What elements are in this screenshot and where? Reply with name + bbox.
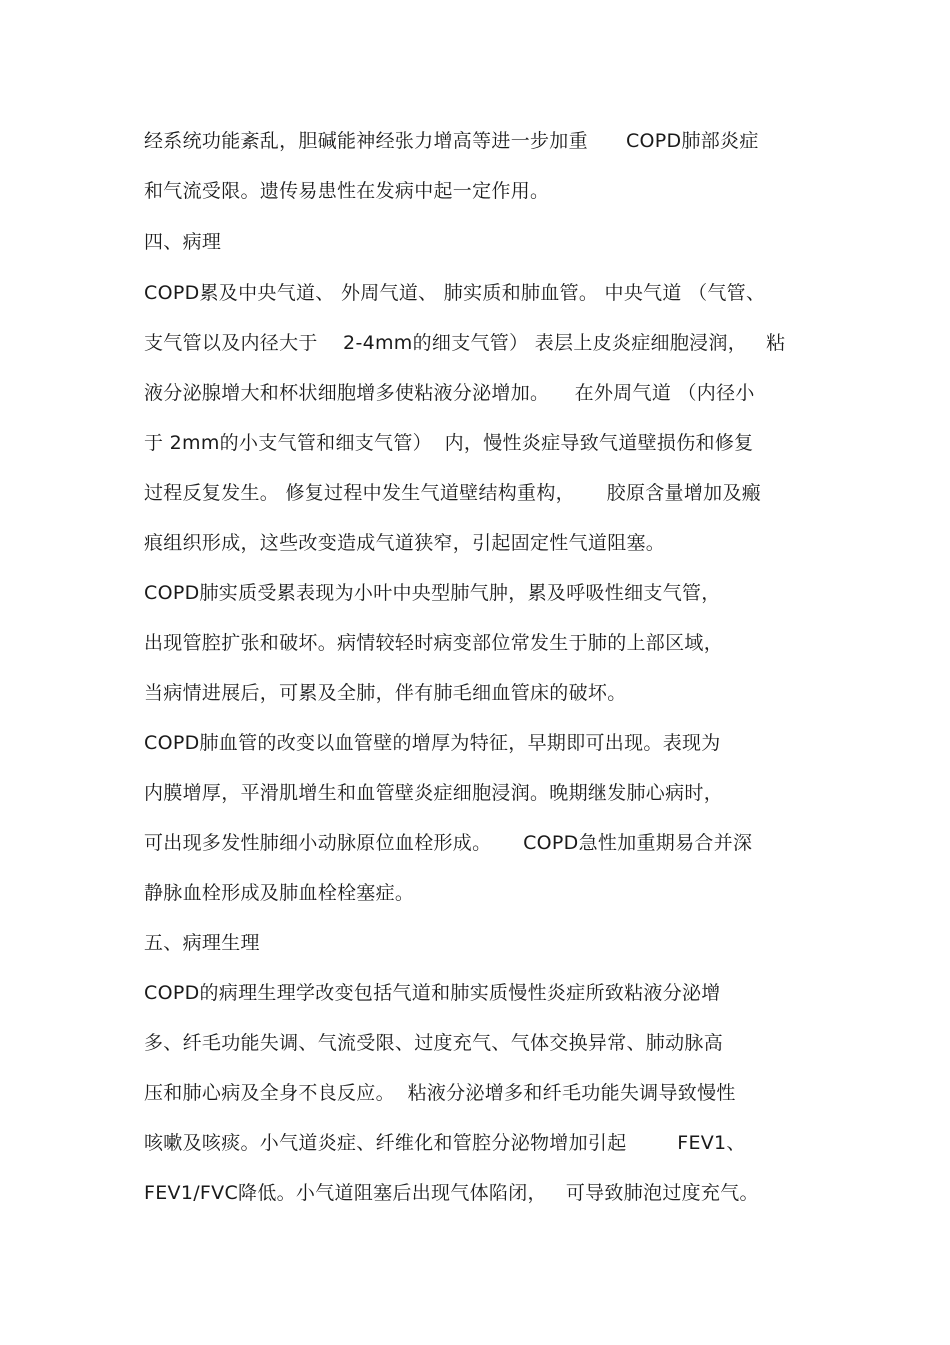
text-line: 过程反复发生。 修复过程中发生气道壁结构重构， 胶原含量增加及瘢 bbox=[144, 482, 762, 504]
text-line: COPD肺血管的改变以血管壁的增厚为特征，早期即可出现。表现为 bbox=[144, 732, 721, 754]
text-line: COPD肺实质受累表现为小叶中央型肺气肿，累及呼吸性细支气管， bbox=[144, 582, 721, 604]
text-line: 于 2mm的小支气管和细支气管） 内，慢性炎症导致气道壁损伤和修复 bbox=[144, 432, 754, 454]
text-line: 支气管以及内径大于 2-4mm的细支气管） 表层上皮炎症细胞浸润， 粘 bbox=[144, 332, 786, 354]
text-line: 咳嗽及咳痰。小气道炎症、纤维化和管腔分泌物增加引起 FEV1、 bbox=[144, 1132, 746, 1154]
text-line: COPD的病理生理学改变包括气道和肺实质慢性炎症所致粘液分泌增 bbox=[144, 982, 721, 1004]
text-line: 压和肺心病及全身不良反应。 粘液分泌增多和纤毛功能失调导致慢性 bbox=[144, 1082, 736, 1104]
text-line: 出现管腔扩张和破坏。病情较轻时病变部位常发生于肺的上部区域， bbox=[144, 632, 724, 654]
section-heading: 四、病理 bbox=[144, 231, 222, 253]
text-line: 当病情进展后，可累及全肺，伴有肺毛细血管床的破坏。 bbox=[144, 682, 627, 704]
text-line: 液分泌腺增大和杯状细胞增多使粘液分泌增加。 在外周气道 （内径小 bbox=[144, 382, 755, 404]
text-line: 和气流受限。遗传易患性在发病中起一定作用。 bbox=[144, 180, 550, 202]
section-heading: 五、病理生理 bbox=[144, 932, 260, 954]
text-line: COPD累及中央气道、 外周气道、 肺实质和肺血管。 中央气道 （气管、 bbox=[144, 282, 766, 304]
text-line: 静脉血栓形成及肺血栓栓塞症。 bbox=[144, 882, 415, 904]
text-line: 内膜增厚，平滑肌增生和血管壁炎症细胞浸润。晚期继发肺心病时， bbox=[144, 782, 724, 804]
text-line: 多、纤毛功能失调、气流受限、过度充气、气体交换异常、肺动脉高 bbox=[144, 1032, 724, 1054]
text-line: 痕组织形成，这些改变造成气道狭窄，引起固定性气道阻塞。 bbox=[144, 532, 666, 554]
text-line: 经系统功能紊乱，胆碱能神经张力增高等进一步加重 COPD肺部炎症 bbox=[144, 130, 759, 152]
text-line: 可出现多发性肺细小动脉原位血栓形成。 COPD急性加重期易合并深 bbox=[144, 832, 753, 854]
text-line: FEV1/FVC降低。小气道阻塞后出现气体陷闭， 可导致肺泡过度充气。 bbox=[144, 1182, 759, 1204]
